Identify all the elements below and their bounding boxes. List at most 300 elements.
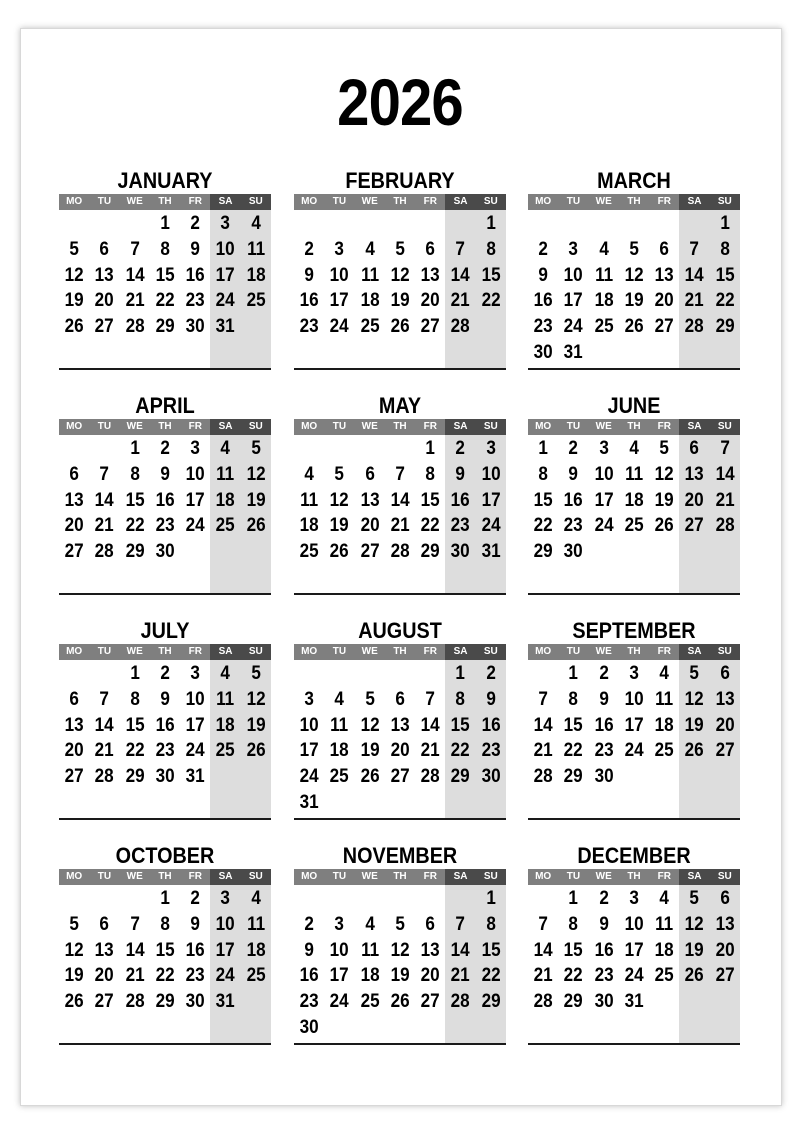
empty-cell <box>385 436 415 462</box>
day-cell: 4 <box>251 888 261 909</box>
day-cell: 13 <box>64 714 84 736</box>
day-cell: 20 <box>654 290 674 312</box>
day-cell: 22 <box>563 740 583 762</box>
weekday-label-fr: FR <box>180 869 210 885</box>
weekday-label-we: WE <box>589 419 619 435</box>
day-cell: 17 <box>185 489 205 511</box>
empty-cell <box>385 661 415 687</box>
day-cell: 17 <box>624 714 644 736</box>
month-november <box>294 843 506 1045</box>
empty-cell <box>89 436 119 462</box>
day-cell: 30 <box>185 991 205 1013</box>
day-cell: 22 <box>451 740 471 762</box>
day-cell: 19 <box>246 489 266 511</box>
empty-cell <box>415 886 445 912</box>
weekday-label-mo: MO <box>294 644 324 660</box>
weekday-label-tu: TU <box>324 419 354 435</box>
month-name: AUGUST <box>358 618 442 643</box>
empty-cell <box>294 436 324 462</box>
day-cell: 11 <box>360 939 379 961</box>
day-cell: 3 <box>220 888 231 909</box>
day-cell: 21 <box>125 290 145 312</box>
day-cell: 12 <box>685 913 705 935</box>
day-cell: 9 <box>598 688 609 710</box>
day-cell: 28 <box>451 991 471 1013</box>
day-cell: 28 <box>390 541 410 563</box>
weekday-label-sa: SA <box>445 869 475 885</box>
day-cell: 2 <box>304 238 314 260</box>
month-grid <box>294 869 506 1045</box>
day-cell: 22 <box>481 965 501 987</box>
weekday-label-fr: FR <box>415 869 445 885</box>
day-cell: 24 <box>481 515 501 537</box>
day-cell: 5 <box>251 663 261 684</box>
day-cell: 14 <box>125 939 145 961</box>
day-cell: 29 <box>563 766 583 788</box>
year-title: 2026 <box>337 65 463 139</box>
day-cell: 13 <box>420 264 440 286</box>
day-cell: 19 <box>685 939 705 961</box>
day-cell: 26 <box>685 965 705 987</box>
weekday-label-sa: SA <box>679 419 709 435</box>
month-april <box>59 393 271 595</box>
day-cell: 11 <box>360 264 379 286</box>
weekday-label-sa: SA <box>210 644 240 660</box>
weekday-label-su: SU <box>476 869 506 885</box>
day-cell: 3 <box>486 438 496 459</box>
day-cell: 28 <box>125 316 145 338</box>
day-cell: 2 <box>598 663 609 684</box>
day-cell: 19 <box>685 714 705 736</box>
day-cell: 20 <box>94 965 114 987</box>
day-cell: 21 <box>715 489 735 511</box>
weekday-label-mo: MO <box>59 869 89 885</box>
empty-cell <box>415 211 445 237</box>
day-cell: 11 <box>655 913 674 935</box>
day-cell: 22 <box>155 290 175 312</box>
day-cell: 16 <box>563 489 583 511</box>
day-cell: 13 <box>420 939 440 961</box>
month-july <box>59 618 271 820</box>
day-cell: 25 <box>360 316 380 338</box>
day-grid <box>59 661 271 790</box>
weekday-label-sa: SA <box>445 194 475 210</box>
day-cell: 30 <box>563 541 583 563</box>
day-cell: 1 <box>538 438 548 459</box>
day-cell: 25 <box>216 740 236 762</box>
weekday-label-th: TH <box>619 644 649 660</box>
weekday-label-th: TH <box>150 869 180 885</box>
day-cell: 11 <box>246 238 265 260</box>
day-cell: 22 <box>125 740 145 762</box>
day-cell: 27 <box>420 991 440 1013</box>
weekday-header <box>528 419 740 435</box>
day-cell: 17 <box>185 714 205 736</box>
day-cell: 23 <box>299 316 319 338</box>
day-cell: 10 <box>624 913 644 935</box>
day-cell: 28 <box>94 541 114 563</box>
day-grid <box>528 436 740 565</box>
day-cell: 31 <box>481 541 501 563</box>
month-june <box>528 393 740 595</box>
weekday-label-mo: MO <box>294 419 324 435</box>
empty-cell <box>324 211 354 237</box>
day-cell: 16 <box>155 714 175 736</box>
day-cell: 8 <box>160 238 170 260</box>
empty-cell <box>294 661 324 687</box>
day-cell: 2 <box>304 913 314 935</box>
day-cell: 13 <box>715 913 735 935</box>
day-cell: 24 <box>563 316 583 338</box>
day-cell: 8 <box>720 238 730 260</box>
weekday-label-mo: MO <box>528 419 558 435</box>
day-cell: 9 <box>190 913 201 935</box>
day-cell: 21 <box>533 965 553 987</box>
day-cell: 12 <box>685 688 705 710</box>
day-cell: 11 <box>624 463 644 485</box>
weekday-label-fr: FR <box>180 419 210 435</box>
day-cell: 17 <box>216 939 236 961</box>
day-cell: 9 <box>190 238 201 260</box>
month-name: MAY <box>378 393 422 418</box>
day-cell: 6 <box>99 913 110 935</box>
day-cell: 9 <box>160 463 170 485</box>
weekday-label-mo: MO <box>59 644 89 660</box>
day-cell: 15 <box>481 264 501 286</box>
weekday-label-we: WE <box>589 194 619 210</box>
empty-cell <box>120 211 150 237</box>
day-cell: 24 <box>185 740 205 762</box>
day-cell: 1 <box>486 213 496 234</box>
day-cell: 25 <box>246 965 266 987</box>
day-cell: 1 <box>129 663 140 684</box>
day-cell: 9 <box>455 463 466 485</box>
day-cell: 25 <box>216 515 236 537</box>
day-cell: 1 <box>160 888 170 909</box>
empty-cell <box>324 886 354 912</box>
day-cell: 19 <box>360 740 380 762</box>
day-cell: 7 <box>99 688 110 710</box>
empty-cell <box>355 436 385 462</box>
month-name: DECEMBER <box>577 843 691 868</box>
day-cell: 6 <box>395 688 405 710</box>
weekday-label-tu: TU <box>89 419 119 435</box>
day-cell: 4 <box>220 663 231 684</box>
day-cell: 5 <box>251 438 261 459</box>
day-cell: 27 <box>360 541 380 563</box>
weekday-label-tu: TU <box>89 194 119 210</box>
day-cell: 30 <box>185 316 205 338</box>
month-grid <box>294 194 506 370</box>
day-cell: 25 <box>624 515 644 537</box>
weekday-header <box>294 644 506 660</box>
day-cell: 2 <box>190 888 201 909</box>
day-cell: 1 <box>160 213 170 234</box>
day-cell: 23 <box>299 991 319 1013</box>
day-cell: 22 <box>481 290 501 312</box>
day-cell: 4 <box>220 438 231 459</box>
day-cell: 31 <box>299 791 319 813</box>
day-cell: 23 <box>155 740 175 762</box>
day-cell: 7 <box>129 238 140 260</box>
day-cell: 7 <box>538 688 548 710</box>
day-cell: 8 <box>568 913 579 935</box>
day-cell: 23 <box>594 965 614 987</box>
day-cell: 7 <box>455 238 466 260</box>
day-cell: 25 <box>654 965 674 987</box>
day-cell: 15 <box>563 939 583 961</box>
day-cell: 12 <box>390 939 410 961</box>
day-cell: 1 <box>129 438 140 459</box>
weekday-label-mo: MO <box>528 869 558 885</box>
weekday-label-tu: TU <box>324 194 354 210</box>
day-cell: 7 <box>689 238 700 260</box>
weekday-label-tu: TU <box>89 644 119 660</box>
day-cell: 14 <box>533 714 553 736</box>
day-cell: 29 <box>125 766 145 788</box>
day-cell: 12 <box>654 463 674 485</box>
day-cell: 1 <box>720 213 730 234</box>
day-cell: 13 <box>715 688 735 710</box>
day-cell: 18 <box>360 290 380 312</box>
day-cell: 22 <box>533 515 553 537</box>
day-cell: 17 <box>329 290 349 312</box>
weekday-label-fr: FR <box>649 419 679 435</box>
day-cell: 26 <box>360 766 380 788</box>
day-cell: 16 <box>594 939 614 961</box>
weekday-label-su: SU <box>241 644 271 660</box>
day-cell: 9 <box>538 264 548 286</box>
empty-cell <box>355 886 385 912</box>
empty-cell <box>59 886 89 912</box>
day-cell: 18 <box>246 264 266 286</box>
day-cell: 4 <box>659 663 670 684</box>
weekday-label-we: WE <box>589 644 619 660</box>
day-cell: 14 <box>94 489 114 511</box>
day-cell: 27 <box>64 541 84 563</box>
day-cell: 29 <box>155 991 175 1013</box>
day-cell: 24 <box>594 515 614 537</box>
weekday-label-sa: SA <box>210 419 240 435</box>
day-cell: 21 <box>94 740 114 762</box>
month-name: JULY <box>140 618 190 643</box>
day-cell: 11 <box>216 688 235 710</box>
day-cell: 5 <box>364 688 375 710</box>
weekday-label-fr: FR <box>649 869 679 885</box>
day-cell: 18 <box>654 714 674 736</box>
day-cell: 23 <box>481 740 501 762</box>
day-cell: 2 <box>568 438 579 459</box>
day-cell: 3 <box>629 888 639 909</box>
empty-cell <box>649 211 679 237</box>
day-cell: 29 <box>533 541 553 563</box>
day-cell: 8 <box>568 688 579 710</box>
day-cell: 22 <box>420 515 440 537</box>
empty-cell <box>445 886 475 912</box>
day-cell: 9 <box>486 688 496 710</box>
day-cell: 10 <box>185 463 205 485</box>
day-cell: 2 <box>598 888 609 909</box>
month-name: MARCH <box>597 168 671 193</box>
empty-cell <box>528 886 558 912</box>
day-cell: 25 <box>246 290 266 312</box>
day-cell: 3 <box>190 438 201 459</box>
day-cell: 21 <box>420 740 440 762</box>
day-cell: 16 <box>481 714 501 736</box>
day-cell: 9 <box>304 264 314 286</box>
day-cell: 24 <box>624 965 644 987</box>
month-february <box>294 168 506 370</box>
day-cell: 29 <box>715 316 735 338</box>
day-cell: 12 <box>64 264 84 286</box>
day-cell: 15 <box>481 939 501 961</box>
day-cell: 4 <box>629 438 639 459</box>
day-cell: 24 <box>329 316 349 338</box>
weekday-label-sa: SA <box>210 194 240 210</box>
empty-cell <box>528 211 558 237</box>
day-cell: 15 <box>420 489 440 511</box>
day-cell: 10 <box>329 264 349 286</box>
day-cell: 10 <box>594 463 614 485</box>
day-cell: 15 <box>563 714 583 736</box>
weekday-label-sa: SA <box>679 194 709 210</box>
day-cell: 21 <box>685 290 705 312</box>
day-cell: 15 <box>155 939 175 961</box>
month-october <box>59 843 271 1045</box>
day-cell: 20 <box>685 489 705 511</box>
month-grid <box>528 194 740 370</box>
month-march <box>528 168 740 370</box>
empty-cell <box>558 211 588 237</box>
day-cell: 20 <box>715 939 735 961</box>
month-may <box>294 393 506 595</box>
weekday-label-fr: FR <box>180 644 210 660</box>
empty-cell <box>324 436 354 462</box>
day-cell: 31 <box>624 991 644 1013</box>
day-cell: 14 <box>533 939 553 961</box>
weekday-label-th: TH <box>385 419 415 435</box>
day-cell: 9 <box>568 463 579 485</box>
day-cell: 26 <box>329 541 349 563</box>
day-cell: 22 <box>155 965 175 987</box>
day-cell: 1 <box>455 663 466 684</box>
weekday-header <box>59 194 271 210</box>
day-cell: 26 <box>246 740 266 762</box>
day-cell: 4 <box>364 238 375 260</box>
day-cell: 1 <box>568 888 579 909</box>
day-cell: 20 <box>64 515 84 537</box>
day-cell: 11 <box>246 913 265 935</box>
day-cell: 30 <box>533 341 553 363</box>
day-grid <box>294 886 506 1041</box>
day-grid <box>59 211 271 340</box>
weekday-label-we: WE <box>120 194 150 210</box>
day-cell: 18 <box>594 290 614 312</box>
day-cell: 7 <box>425 688 436 710</box>
day-cell: 28 <box>685 316 705 338</box>
day-cell: 30 <box>594 766 614 788</box>
day-cell: 20 <box>390 740 410 762</box>
day-cell: 17 <box>329 965 349 987</box>
day-cell: 7 <box>720 438 730 459</box>
month-name: NOVEMBER <box>342 843 458 868</box>
day-cell: 10 <box>624 688 644 710</box>
empty-cell <box>385 211 415 237</box>
day-cell: 7 <box>538 913 548 935</box>
day-cell: 16 <box>185 264 205 286</box>
day-cell: 8 <box>160 913 170 935</box>
month-name: JUNE <box>607 393 661 418</box>
day-cell: 13 <box>360 489 380 511</box>
day-cell: 3 <box>304 688 314 710</box>
day-cell: 25 <box>299 541 319 563</box>
month-december <box>528 843 740 1045</box>
day-cell: 30 <box>155 541 175 563</box>
day-cell: 11 <box>655 688 674 710</box>
day-cell: 28 <box>715 515 735 537</box>
empty-cell <box>89 886 119 912</box>
day-cell: 2 <box>538 238 548 260</box>
weekday-label-th: TH <box>619 869 649 885</box>
weekday-label-tu: TU <box>324 869 354 885</box>
day-cell: 19 <box>329 515 349 537</box>
day-cell: 16 <box>299 290 319 312</box>
day-cell: 18 <box>216 489 236 511</box>
day-cell: 6 <box>425 913 436 935</box>
day-cell: 23 <box>185 965 205 987</box>
day-cell: 1 <box>486 888 496 909</box>
weekday-label-su: SU <box>476 194 506 210</box>
day-cell: 2 <box>160 438 170 459</box>
day-cell: 14 <box>94 714 114 736</box>
day-cell: 14 <box>390 489 410 511</box>
day-cell: 19 <box>654 489 674 511</box>
day-cell: 15 <box>451 714 471 736</box>
day-cell: 28 <box>533 766 553 788</box>
day-cell: 22 <box>125 515 145 537</box>
weekday-label-tu: TU <box>89 869 119 885</box>
month-name: OCTOBER <box>115 843 215 868</box>
month-january <box>59 168 271 370</box>
day-cell: 10 <box>216 238 236 260</box>
day-cell: 16 <box>299 965 319 987</box>
day-cell: 12 <box>624 264 644 286</box>
weekday-label-th: TH <box>150 419 180 435</box>
day-cell: 18 <box>299 515 319 537</box>
month-grid <box>528 419 740 595</box>
day-cell: 8 <box>538 463 548 485</box>
weekday-label-mo: MO <box>528 644 558 660</box>
day-cell: 11 <box>330 714 349 736</box>
day-cell: 16 <box>533 290 553 312</box>
day-cell: 27 <box>94 316 114 338</box>
day-cell: 24 <box>329 991 349 1013</box>
day-cell: 30 <box>155 766 175 788</box>
day-cell: 9 <box>598 913 609 935</box>
weekday-label-tu: TU <box>558 644 588 660</box>
day-cell: 6 <box>720 663 730 684</box>
day-cell: 4 <box>659 888 670 909</box>
day-cell: 26 <box>246 515 266 537</box>
weekday-label-we: WE <box>120 869 150 885</box>
day-cell: 23 <box>563 515 583 537</box>
empty-cell <box>59 211 89 237</box>
weekday-label-fr: FR <box>649 194 679 210</box>
month-grid <box>294 644 506 820</box>
weekday-label-we: WE <box>355 869 385 885</box>
day-cell: 25 <box>360 991 380 1013</box>
day-cell: 17 <box>624 939 644 961</box>
